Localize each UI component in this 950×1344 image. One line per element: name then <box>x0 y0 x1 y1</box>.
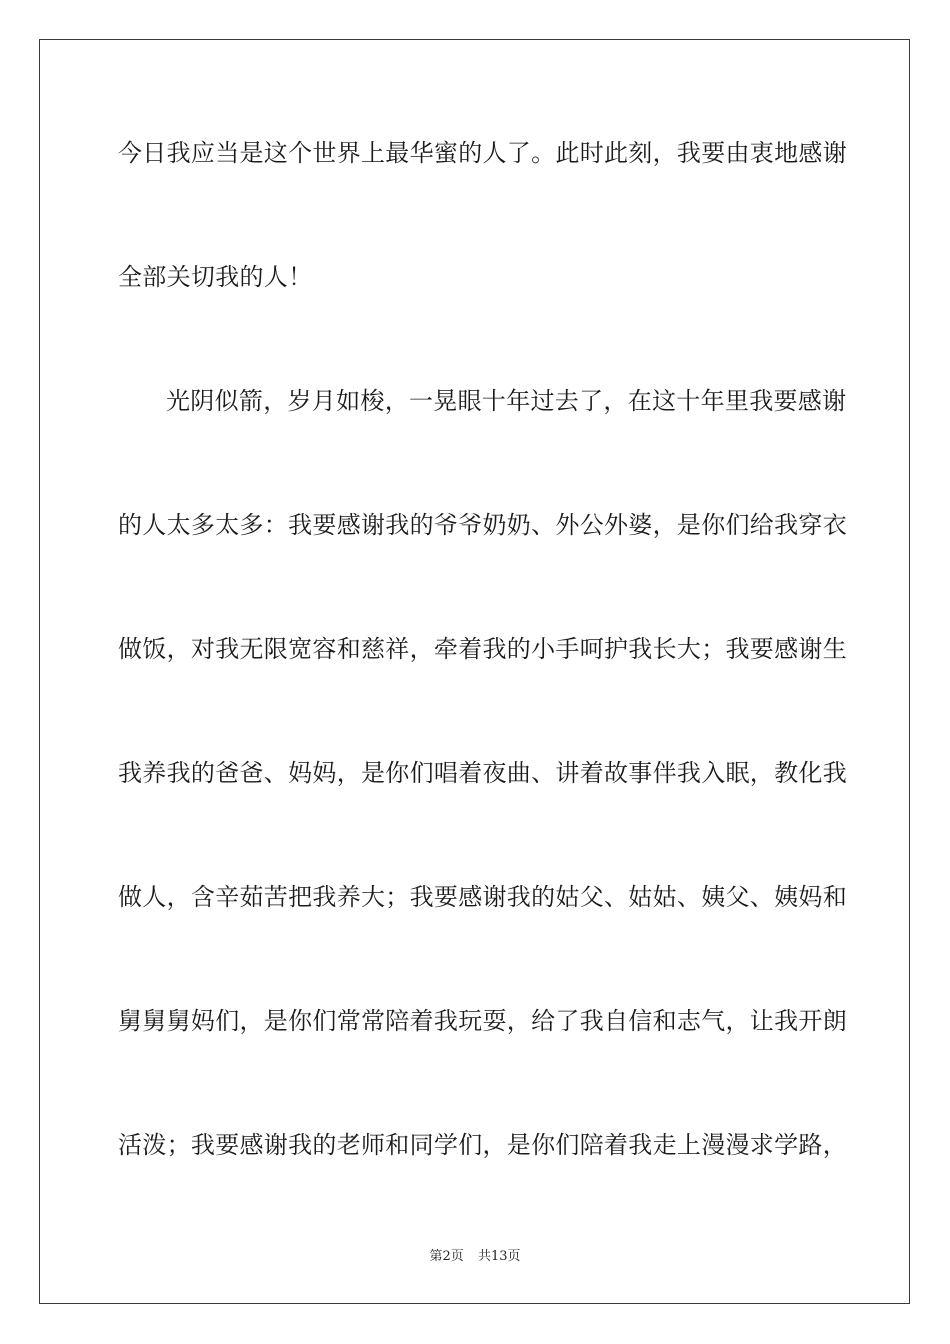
text-line: 做人，含辛茹苦把我养大；我要感谢我的姑父、姑姑、姨父、姨妈和 <box>118 883 847 911</box>
text-line: 舅舅舅妈们，是你们常常陪着我玩耍，给了我自信和志气，让我开朗 <box>118 1007 847 1035</box>
page-border <box>39 39 910 1304</box>
text-line: 光阴似箭，岁月如梭，一晃眼十年过去了，在这十年里我要感谢 <box>166 387 847 415</box>
page-total: 共13页 <box>477 1249 521 1264</box>
text-line: 全部关切我的人！ <box>118 263 313 291</box>
page-number: 第2页 <box>429 1249 464 1264</box>
text-line: 的人太多太多：我要感谢我的爷爷奶奶、外公外婆，是你们给我穿衣 <box>118 511 847 539</box>
text-line: 我养我的爸爸、妈妈，是你们唱着夜曲、讲着故事伴我入眠，教化我 <box>118 759 847 787</box>
text-line: 活泼；我要感谢我的老师和同学们，是你们陪着我走上漫漫求学路， <box>118 1131 847 1159</box>
page-footer <box>0 1248 950 1266</box>
text-line: 做饭，对我无限宽容和慈祥，牵着我的小手呵护我长大；我要感谢生 <box>118 635 847 663</box>
text-line: 今日我应当是这个世界上最华蜜的人了。此时此刻，我要由衷地感谢 <box>118 139 847 167</box>
